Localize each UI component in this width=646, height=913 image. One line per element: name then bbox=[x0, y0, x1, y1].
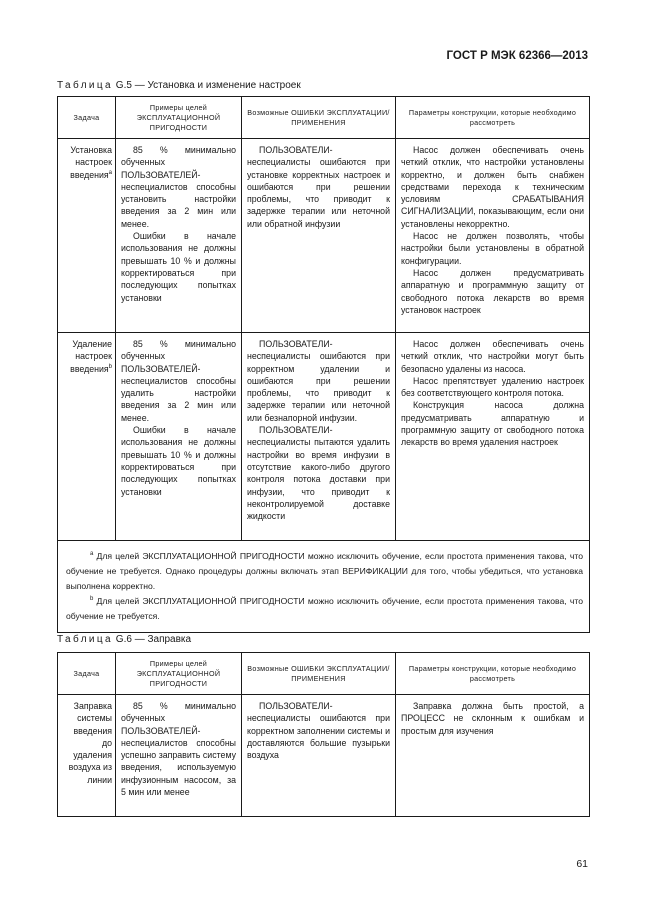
error-paragraph: ПОЛЬЗОВАТЕЛИ-неспециалисты ошибаются при установке корректных настроек и ошибаются при решении проблемы, что приводит к задержке терапии или неточной или обратной инфузии bbox=[247, 145, 390, 229]
header-goals: Примеры целей ЭКСПЛУАТАЦИОННОЙ ПРИГОДНОСТИ bbox=[116, 97, 242, 139]
errors-cell bbox=[242, 139, 396, 333]
goal-paragraph: Ошибки в начале использования не должны превышать 10 % и должны корректироваться при последующих попытках установки bbox=[121, 231, 236, 303]
error-paragraph: ПОЛЬЗОВАТЕЛИ-неспециалисты ошибаются при корректном удалении и ошибаются при решении проблемы, что приводит к задержке терапии или неточной или безнапорной инфузии. bbox=[247, 339, 390, 423]
goal-paragraph: 85 % минимально обученных ПОЛЬЗОВАТЕЛЕЙ-неспециалистов способны удалить настройки введения за 2 мин или менее. bbox=[121, 339, 236, 423]
table-g6 bbox=[57, 652, 590, 817]
params-cell bbox=[396, 333, 590, 541]
error-paragraph: ПОЛЬЗОВАТЕЛИ-неспециалисты пытаются удалить настройки во время инфузии в отсутствие какого-либо другого контроля потока доставки при инфузии, что приводит к неконтролируемой доставке жидкости bbox=[247, 425, 390, 522]
footnotes-cell bbox=[58, 541, 590, 633]
footnote-mark: b bbox=[90, 596, 94, 603]
header-errors: Возможные ОШИБКИ ЭКСПЛУАТАЦИИ/ ПРИМЕНЕНИЯ bbox=[242, 97, 396, 139]
goal-paragraph: 85 % минимально обученных ПОЛЬЗОВАТЕЛЕЙ-неспециалистов способны установить настройки введения за 2 мин или менее. bbox=[121, 145, 236, 229]
params-cell bbox=[396, 139, 590, 333]
task-cell bbox=[58, 333, 116, 541]
caption-title: G.6 — Заправка bbox=[113, 634, 192, 645]
param-paragraph: Заправка должна быть простой, а ПРОЦЕСС не склонным к ошибкам и простым для изучения bbox=[401, 701, 584, 736]
header-errors: Возможные ОШИБКИ ЭКСПЛУАТАЦИИ/ ПРИМЕНЕНИЯ bbox=[242, 653, 396, 695]
task-text: Удаление настроек введения bbox=[70, 339, 112, 374]
param-paragraph: Насос препятствует удалению настроек без соответствующего контроля потока. bbox=[401, 375, 584, 399]
errors-cell bbox=[242, 333, 396, 541]
task-cell bbox=[58, 695, 116, 817]
standard-designation: ГОСТ Р МЭК 62366—2013 bbox=[446, 50, 588, 62]
footnote bbox=[66, 594, 583, 624]
caption-label: Таблица bbox=[57, 80, 114, 91]
table-g5 bbox=[57, 96, 590, 633]
table-g5-caption bbox=[57, 80, 301, 91]
footnote-mark: a bbox=[90, 551, 94, 558]
footnote-mark: b bbox=[108, 363, 112, 370]
table-row bbox=[58, 333, 590, 541]
footnote-mark: a bbox=[108, 169, 112, 176]
error-paragraph: ПОЛЬЗОВАТЕЛИ-неспециалисты ошибаются при корректном заполнении системы и доставляются большие пузырьки воздуха bbox=[247, 701, 390, 761]
caption-title: G.5 — Установка и изменение настроек bbox=[113, 80, 301, 91]
footnote-text: Для целей ЭКСПЛУАТАЦИОННОЙ ПРИГОДНОСТИ можно исключить обучение, если простота применения такова, что обучение не требуется. bbox=[66, 596, 583, 621]
caption-label: Таблица bbox=[57, 634, 114, 645]
goals-cell bbox=[116, 139, 242, 333]
footnote-text: Для целей ЭКСПЛУАТАЦИОННОЙ ПРИГОДНОСТИ можно исключить обучение, если простота применения такова, что обучение не требуется. Однако процедуры должны включать этап ВЕРИФИКАЦИИ для того, чтобы убедиться, что установка выполнена корректно. bbox=[66, 551, 583, 591]
table-g6-caption bbox=[57, 634, 191, 645]
page-number: 61 bbox=[576, 858, 588, 870]
table-row bbox=[58, 695, 590, 817]
task-text: Заправка системы введения до удаления воздуха из линии bbox=[68, 701, 112, 785]
table-header-row bbox=[58, 97, 590, 139]
goals-cell bbox=[116, 333, 242, 541]
table-footnotes-row bbox=[58, 541, 590, 633]
goal-paragraph: Ошибки в начале использования не должны превышать 10 % и должны корректироваться при последующих попытках установки bbox=[121, 425, 236, 497]
param-paragraph: Конструкция насоса должна предусматривать аппаратную и программную защиту от свободного потока лекарств во время удаления настроек bbox=[401, 400, 584, 448]
param-paragraph: Насос должен обеспечивать очень четкий отклик, что настройки установлены корректно, и должен быть снабжен средствами перехода к техническим условиям СРАБАТЫВАНИЯ СИГНАЛИЗАЦИИ, показывающим, если они установлены некорректно. bbox=[401, 145, 584, 229]
goal-paragraph: 85 % минимально обученных ПОЛЬЗОВАТЕЛЕЙ-неспециалистов способны успешно заправить систему введения, используемую инфузионным насосом, за 5 мин или менее bbox=[121, 701, 236, 798]
errors-cell bbox=[242, 695, 396, 817]
param-paragraph: Насос должен предусматривать аппаратную и программную защиту от свободного потока лекарств во время установок настроек bbox=[401, 267, 584, 315]
header-goals: Примеры целей ЭКСПЛУАТАЦИОННОЙ ПРИГОДНОСТИ bbox=[116, 653, 242, 695]
header-params: Параметры конструкции, которые необходимо рассмотреть bbox=[396, 97, 590, 139]
goals-cell bbox=[116, 695, 242, 817]
header-params: Параметры конструкции, которые необходимо рассмотреть bbox=[396, 653, 590, 695]
params-cell bbox=[396, 695, 590, 817]
param-paragraph: Насос не должен позволять, чтобы настройки были установлены в обратной конфигурации. bbox=[401, 231, 584, 266]
task-cell bbox=[58, 139, 116, 333]
table-row bbox=[58, 139, 590, 333]
param-paragraph: Насос должен обеспечивать очень четкий отклик, что настройки могут быть безопасно удалены из насоса. bbox=[401, 339, 584, 374]
header-task: Задача bbox=[58, 97, 116, 139]
table-header-row bbox=[58, 653, 590, 695]
header-task: Задача bbox=[58, 653, 116, 695]
task-text: Установка настроек введения bbox=[70, 145, 112, 180]
footnote bbox=[66, 549, 583, 594]
